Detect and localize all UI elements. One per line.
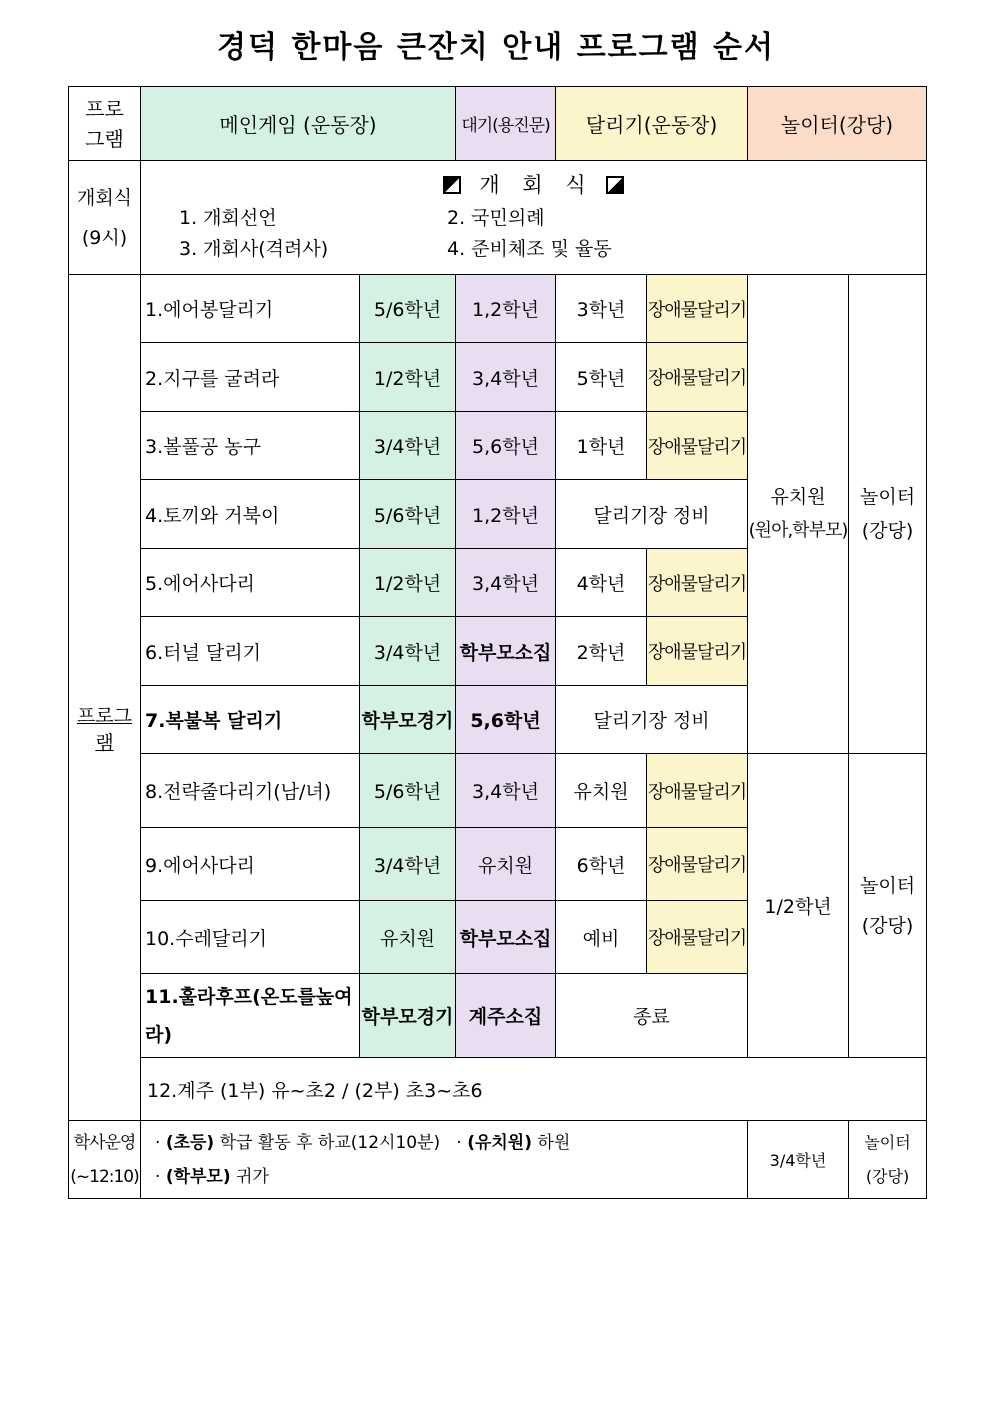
obstacle-run: 장애물달리기	[647, 828, 748, 901]
side-group1-play-cell	[849, 275, 927, 754]
program-label-cell	[69, 275, 141, 1121]
running-merged: 종료	[556, 974, 748, 1058]
waiting-grade: 유치원	[456, 828, 556, 901]
waiting-grade: 1,2학년	[456, 480, 556, 549]
bullet: ·	[155, 1132, 161, 1153]
main-game-grade: 3/4학년	[360, 617, 456, 686]
event-name: 1.에어봉달리기	[141, 275, 360, 343]
running-grade: 예비	[556, 901, 647, 974]
academic-content	[141, 1121, 748, 1199]
opening-title: 개 회 식	[479, 172, 594, 197]
waiting-grade: 학부모소집	[456, 901, 556, 974]
running-grade: 1학년	[556, 412, 647, 480]
running-grade: 4학년	[556, 549, 647, 617]
obstacle-run: 장애물달리기	[647, 412, 748, 480]
academic-kindergarten: (유치원)	[467, 1132, 532, 1153]
running-grade: 5학년	[556, 343, 647, 412]
opening-item: 2. 국민의례	[447, 206, 545, 229]
header-waiting: 대기(용진문)	[456, 87, 556, 161]
academic-kindergarten-text: 하원	[537, 1132, 571, 1153]
side-group1-cell	[748, 275, 849, 754]
side-group1-play1: 놀이터	[859, 486, 916, 508]
header-program: 프로 그램	[69, 87, 141, 161]
opening-time: (9시)	[81, 226, 128, 249]
main-game-grade: 유치원	[360, 901, 456, 974]
side-group2-grade: 1/2학년	[748, 754, 849, 1058]
opening-content	[141, 161, 927, 275]
main-game-grade: 학부모경기	[360, 686, 456, 754]
main-game-grade: 1/2학년	[360, 343, 456, 412]
opening-item: 3. 개회사(격려사)	[179, 237, 329, 260]
running-merged: 달리기장 정비	[556, 686, 748, 754]
running-merged: 달리기장 정비	[556, 480, 748, 549]
main-game-grade: 학부모경기	[360, 974, 456, 1058]
main-game-grade: 3/4학년	[360, 828, 456, 901]
waiting-grade: 3,4학년	[456, 754, 556, 828]
bullet: ·	[155, 1166, 161, 1187]
obstacle-run: 장애물달리기	[647, 343, 748, 412]
side-group1-play2: (강당)	[861, 520, 914, 542]
side-group1-line2: (원아,학부모)	[748, 520, 848, 541]
academic-time: (~12:10)	[70, 1166, 139, 1187]
waiting-grade: 계주소집	[456, 974, 556, 1058]
academic-parents: (학부모)	[165, 1166, 231, 1187]
side-group2-play1: 놀이터	[859, 874, 916, 897]
program-label: 프로그램	[76, 704, 133, 754]
waiting-grade: 5,6학년	[456, 686, 556, 754]
main-game-grade: 5/6학년	[360, 480, 456, 549]
academic-play2: (강당)	[865, 1166, 910, 1186]
main-game-grade: 3/4학년	[360, 412, 456, 480]
relay-row: 12.계주 (1부) 유~초2 / (2부) 초3~초6	[141, 1058, 927, 1121]
opening-label: 개회식	[76, 186, 133, 209]
header-main-game: 메인게임 (운동장)	[141, 87, 456, 161]
half-filled-square-icon	[443, 176, 461, 194]
waiting-grade: 3,4학년	[456, 343, 556, 412]
side-group2-play-cell	[849, 754, 927, 1058]
academic-label-cell	[69, 1121, 141, 1199]
side-group1-line1: 유치원	[770, 486, 826, 508]
academic-label: 학사운영	[73, 1132, 136, 1153]
academic-grade: 3/4학년	[748, 1121, 849, 1199]
waiting-grade: 학부모소집	[456, 617, 556, 686]
bullet: ·	[456, 1132, 462, 1153]
event-name: 11.훌라후프(온도를높여라)	[141, 974, 360, 1058]
event-name: 8.전략줄다리기(남/녀)	[141, 754, 360, 828]
running-grade: 3학년	[556, 275, 647, 343]
event-name: 2.지구를 굴려라	[141, 343, 360, 412]
page-title: 경덕 한마음 큰잔치 안내 프로그램 순서	[217, 30, 775, 65]
event-name: 4.토끼와 거북이	[141, 480, 360, 549]
academic-play1: 놀이터	[864, 1132, 911, 1152]
waiting-grade: 5,6학년	[456, 412, 556, 480]
side-group2-play2: (강당)	[861, 914, 914, 937]
main-game-grade: 5/6학년	[360, 275, 456, 343]
event-name: 6.터널 달리기	[141, 617, 360, 686]
waiting-grade: 1,2학년	[456, 275, 556, 343]
academic-parents-text: 귀가	[236, 1166, 269, 1187]
academic-elementary-text: 학급 활동 후 하교(12시10분)	[219, 1132, 441, 1153]
waiting-grade: 3,4학년	[456, 549, 556, 617]
event-name: 5.에어사다리	[141, 549, 360, 617]
opening-item: 4. 준비체조 및 율동	[447, 237, 612, 260]
running-grade: 2학년	[556, 617, 647, 686]
event-name: 10.수레달리기	[141, 901, 360, 974]
opening-label-cell	[69, 161, 141, 275]
obstacle-run: 장애물달리기	[647, 901, 748, 974]
main-game-grade: 1/2학년	[360, 549, 456, 617]
academic-play-cell	[849, 1121, 927, 1199]
main-game-grade: 5/6학년	[360, 754, 456, 828]
event-name: 7.복불복 달리기	[141, 686, 360, 754]
event-name: 3.볼풀공 농구	[141, 412, 360, 480]
obstacle-run: 장애물달리기	[647, 754, 748, 828]
event-name: 9.에어사다리	[141, 828, 360, 901]
running-grade: 유치원	[556, 754, 647, 828]
academic-elementary: (초등)	[165, 1132, 215, 1153]
opening-item: 1. 개회선언	[179, 206, 277, 229]
header-running: 달리기(운동장)	[556, 87, 748, 161]
running-grade: 6학년	[556, 828, 647, 901]
program-table	[68, 86, 927, 1199]
obstacle-run: 장애물달리기	[647, 275, 748, 343]
header-playground: 놀이터(강당)	[748, 87, 927, 161]
obstacle-run: 장애물달리기	[647, 617, 748, 686]
half-filled-square-icon	[606, 176, 624, 194]
obstacle-run: 장애물달리기	[647, 549, 748, 617]
